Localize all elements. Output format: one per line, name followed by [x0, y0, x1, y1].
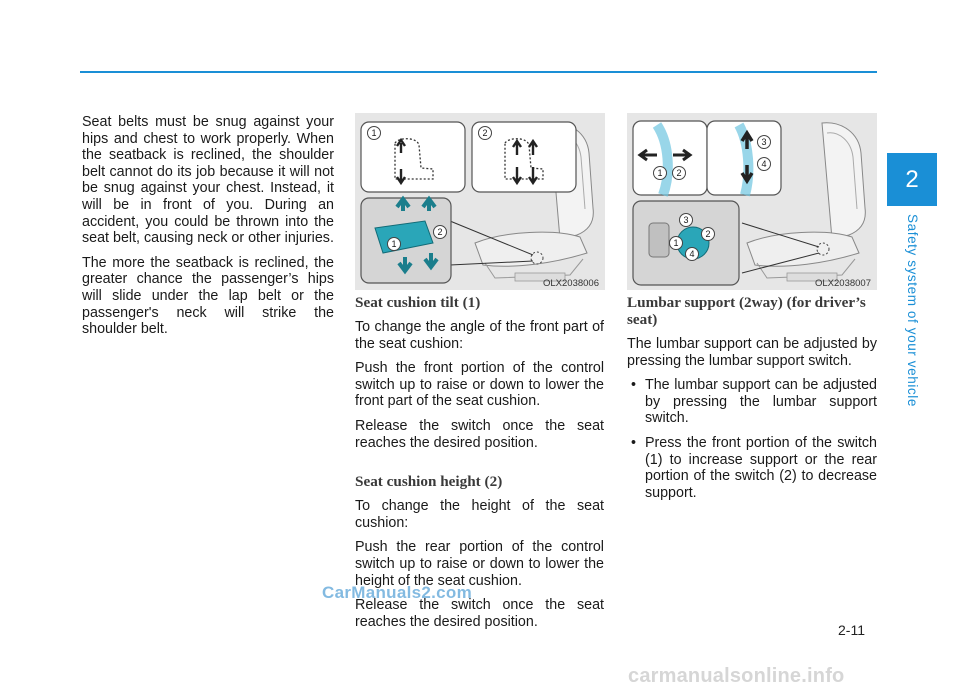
chapter-number: 2 [905, 165, 919, 193]
heading-seat-cushion-height: Seat cushion height (2) [355, 473, 503, 491]
column-1 [82, 114, 334, 346]
fig2-switch-label-1: 1 [669, 236, 683, 250]
seat-cushion-illustration [355, 113, 605, 290]
fig2-label-4: 4 [757, 157, 771, 171]
fig1-switch-label-2: 2 [433, 225, 447, 239]
fig2-label-3: 3 [757, 135, 771, 149]
figure-code: OLX2038007 [815, 278, 871, 289]
paragraph-tilt-release: Release the switch once the seat reaches the desired position. [355, 417, 604, 451]
paragraph-lumbar-intro: The lumbar support can be adjusted by pressing the lumbar support switch. [627, 336, 877, 369]
header-rule [80, 71, 877, 73]
figure-code: OLX2038006 [543, 278, 599, 289]
heading-lumbar-support: Lumbar support (2way) (for driver’s seat) [627, 294, 866, 328]
site-watermark[interactable]: carmanualsonline.info [628, 665, 845, 687]
fig1-label-2: 2 [478, 126, 492, 140]
fig2-label-1: 1 [653, 166, 667, 180]
fig2-label-2: 2 [672, 166, 686, 180]
lumbar-support-drawing [627, 113, 877, 290]
list-item: • The lumbar support can be adjusted by pressing the lumbar support switch. [627, 377, 877, 427]
paragraph-tilt-intro: To change the angle of the front part of the seat cushion: [355, 319, 604, 352]
chapter-title-text: Safety system of your vehicle [905, 214, 920, 407]
column-3 [627, 294, 877, 509]
fig2-switch-label-4: 4 [685, 247, 699, 261]
paragraph-seatbelt-snug: Seat belts must be snug against your hips and chest to work properly. When the seatback is reclined, the shoulder belt cannot do its job because it will not be snug against your chest. Instead, it will be in front of you. During an accident, you could be thrown into the seat belt, causing neck or other injuries. [82, 114, 334, 247]
lumbar-support-illustration [627, 113, 877, 290]
paragraph-height-intro: To change the height of the seat cushion: [355, 498, 604, 531]
paragraph-seatback-reclined: The more the seatback is reclined, the greater chance the passenger’s hips will slide under the lap belt or the passenger's neck will strike the shoulder belt. [82, 254, 334, 338]
fig1-label-1: 1 [367, 126, 381, 140]
paragraph-height-release: Release the switch once the seat reaches the desired position. [355, 597, 604, 630]
chapter-tab[interactable] [887, 153, 937, 206]
fig2-switch-label-2: 2 [701, 227, 715, 241]
paragraph-tilt-push: Push the front portion of the control switch up to raise or down to lower the front part of the seat cushion. [355, 360, 604, 410]
page-number: 2-11 [838, 622, 865, 638]
heading-seat-cushion-tilt: Seat cushion tilt (1) [355, 294, 481, 311]
watermark[interactable]: CarManuals2.com [322, 583, 472, 602]
list-item: • Press the front portion of the switch (1) to increase support or the rear portion of the switch (2) to decrease support. [627, 435, 877, 501]
lumbar-bullet-list [627, 377, 877, 501]
fig1-switch-label-1: 1 [387, 237, 401, 251]
paragraph-height-push: Push the rear portion of the control switch up to raise or down to lower the height of the seat cushion. [355, 539, 604, 589]
seat-cushion-drawing [355, 113, 605, 290]
fig2-switch-label-3: 3 [679, 213, 693, 227]
